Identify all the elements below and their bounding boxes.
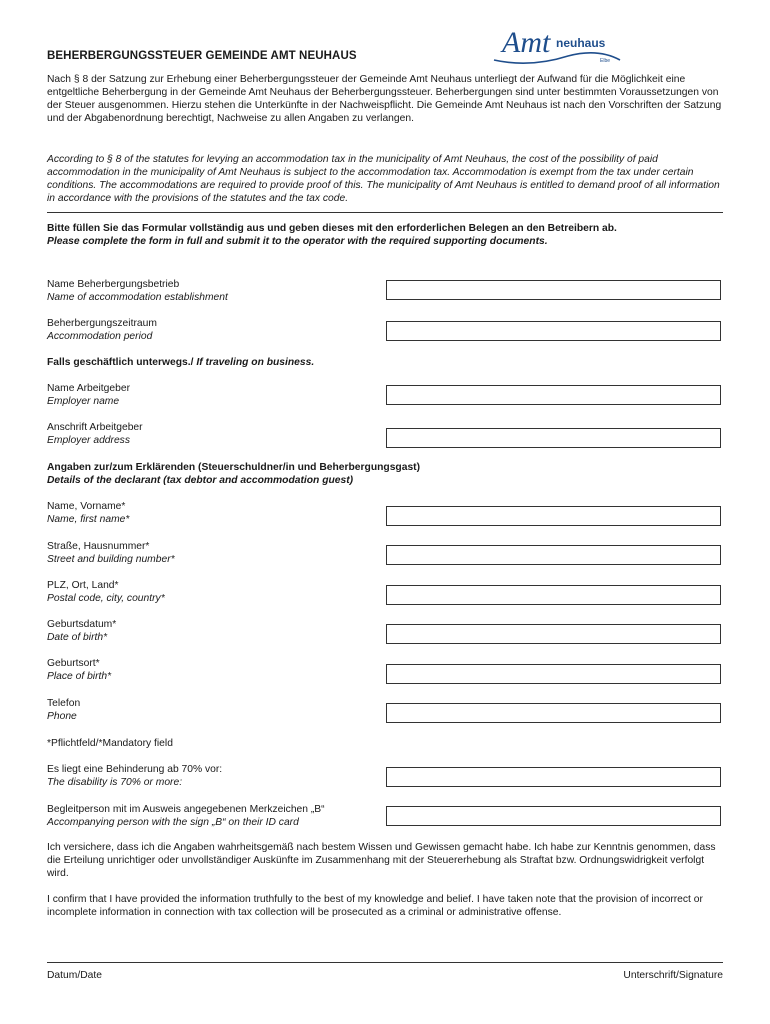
dob-field[interactable] <box>386 624 721 644</box>
signature-line <box>47 962 723 963</box>
phone-field[interactable] <box>386 703 721 723</box>
dob-label-de: Geburtsdatum* <box>47 619 117 630</box>
employer-name-field[interactable] <box>386 385 721 405</box>
name-label-de: Name, Vorname* <box>47 501 126 512</box>
period-label-de: Beherbergungszeitraum <box>47 318 157 329</box>
logo-graphic <box>490 20 625 68</box>
declaration-english: I confirm that I have provided the information truthfully to the best of my knowledge and belief. I have taken note that the provision of incorrect or incomplete information in connection with tax collection will be prosecuted as a criminal or administrative offense. <box>47 894 703 918</box>
period-label-en: Accommodation period <box>47 331 153 342</box>
date-label: Datum/Date <box>47 970 102 981</box>
street-label-de: Straße, Hausnummer* <box>47 541 150 552</box>
phone-label-en: Phone <box>47 711 77 722</box>
intro-english: According to § 8 of the statutes for levying an accommodation tax in the municipality of Amt Neuhaus, the cost of the possibility of paid accommodation in the municipality of Amt Neuhaus is subject to the accommodation tax. Accommodation is exempt from the tax under certain conditions. The accommodations are required to provide proof of this. The municipality of Amt Neuhaus is entitled to demand proof of all information in accordance with the provisions of the statutes and the tax code. <box>47 154 720 204</box>
disability-field[interactable] <box>386 767 721 787</box>
establishment-label <box>47 278 228 304</box>
postal-label <box>47 579 165 605</box>
establishment-field[interactable] <box>386 280 721 300</box>
name-label-en: Name, first name* <box>47 514 130 525</box>
declarant-heading <box>47 461 420 487</box>
declaration-german: Ich versichere, dass ich die Angaben wahrheitsgemäß nach bestem Wissen und Gewissen gemacht habe. Ich habe zur Kenntnis genommen, dass die Erteilung unrichtiger oder unvollständiger Auskünfte im Zusammenhang mit der Steuererhebung als Straftat bzw. Ordnungswidrigkeit verfolgt wird. <box>47 842 716 879</box>
phone-label-de: Telefon <box>47 698 81 709</box>
employer-name-label-en: Employer name <box>47 396 120 407</box>
pob-label-en: Place of birth* <box>47 671 112 682</box>
logo-main-text: Amt <box>502 26 551 59</box>
period-label <box>47 317 157 343</box>
phone-label <box>47 697 80 723</box>
instruction <box>47 222 617 248</box>
period-field[interactable] <box>386 321 721 341</box>
dob-label <box>47 618 116 644</box>
employer-address-label-de: Anschrift Arbeitgeber <box>47 422 143 433</box>
intro-german: Nach § 8 der Satzung zur Erhebung einer Beherbergungssteuer der Gemeinde Amt Neuhaus unterliegt der Aufwand für die Möglichkeit eine entgeltliche Beherbergung in der Gemeinde Amt Neuhaus der Beherbergungssteuer. Beherbergungen sind unter bestimmten Voraussetzungen von der Steuer ausgenommen. Hierzu stehen die Unterkünfte in der Nachweispflicht. Die Gemeinde Amt Neuhaus ist nach den Vorschriften der Satzung und der Abgabenordnung berechtigt, Nachweise zu allen Angaben zu verlangen. <box>47 74 722 124</box>
name-field[interactable] <box>386 506 721 526</box>
business-heading-en: If traveling on business. <box>196 357 315 368</box>
pob-field[interactable] <box>386 664 721 684</box>
companion-label-de: Begleitperson mit im Ausweis angegebenen Merkzeichen „B“ <box>47 804 325 815</box>
postal-field[interactable] <box>386 585 721 605</box>
disability-label-en: The disability is 70% or more: <box>47 777 183 788</box>
companion-field[interactable] <box>386 806 721 826</box>
employer-address-field[interactable] <box>386 428 721 448</box>
logo-sub-text: neuhaus <box>556 36 606 50</box>
establishment-label-en: Name of accommodation establishment <box>47 292 228 303</box>
street-label <box>47 540 175 566</box>
amt-neuhaus-logo <box>490 20 625 68</box>
employer-name-label <box>47 382 130 408</box>
companion-label <box>47 803 325 829</box>
establishment-label-de: Name Beherbergungsbetrieb <box>47 279 180 290</box>
declarant-heading-en: Details of the declarant (tax debtor and accommodation guest) <box>47 475 354 486</box>
companion-label-en: Accompanying person with the sign „B“ on their ID card <box>47 817 299 828</box>
postal-label-de: PLZ, Ort, Land* <box>47 580 119 591</box>
signature-label: Unterschrift/Signature <box>623 970 723 981</box>
street-label-en: Street and building number* <box>47 554 175 565</box>
disability-label <box>47 763 222 789</box>
pob-label-de: Geburtsort* <box>47 658 100 669</box>
business-heading-de: Falls geschäftlich unterwegs./ <box>47 357 197 368</box>
employer-name-label-de: Name Arbeitgeber <box>47 383 130 394</box>
postal-label-en: Postal code, city, country* <box>47 593 165 604</box>
street-field[interactable] <box>386 545 721 565</box>
divider-top <box>47 212 723 213</box>
logo-tiny-text: Elbe <box>600 58 611 64</box>
business-heading <box>47 356 314 369</box>
instruction-german: Bitte füllen Sie das Formular vollständig aus und geben dieses mit den erforderlichen Belegen an den Betreibern ab. <box>47 223 617 234</box>
instruction-english: Please complete the form in full and submit it to the operator with the required supporting documents. <box>47 236 548 247</box>
employer-address-label <box>47 421 143 447</box>
pob-label <box>47 657 111 683</box>
name-label <box>47 500 129 526</box>
disability-label-de: Es liegt eine Behinderung ab 70% vor: <box>47 764 223 775</box>
declarant-heading-de: Angaben zur/zum Erklärenden (Steuerschuldner/in und Beherbergungsgast) <box>47 462 421 473</box>
page-title: BEHERBERGUNGSSTEUER GEMEINDE AMT NEUHAUS <box>47 50 357 62</box>
employer-address-label-en: Employer address <box>47 435 130 446</box>
dob-label-en: Date of birth* <box>47 632 108 643</box>
mandatory-note: *Pflichtfeld/*Mandatory field <box>47 738 173 749</box>
